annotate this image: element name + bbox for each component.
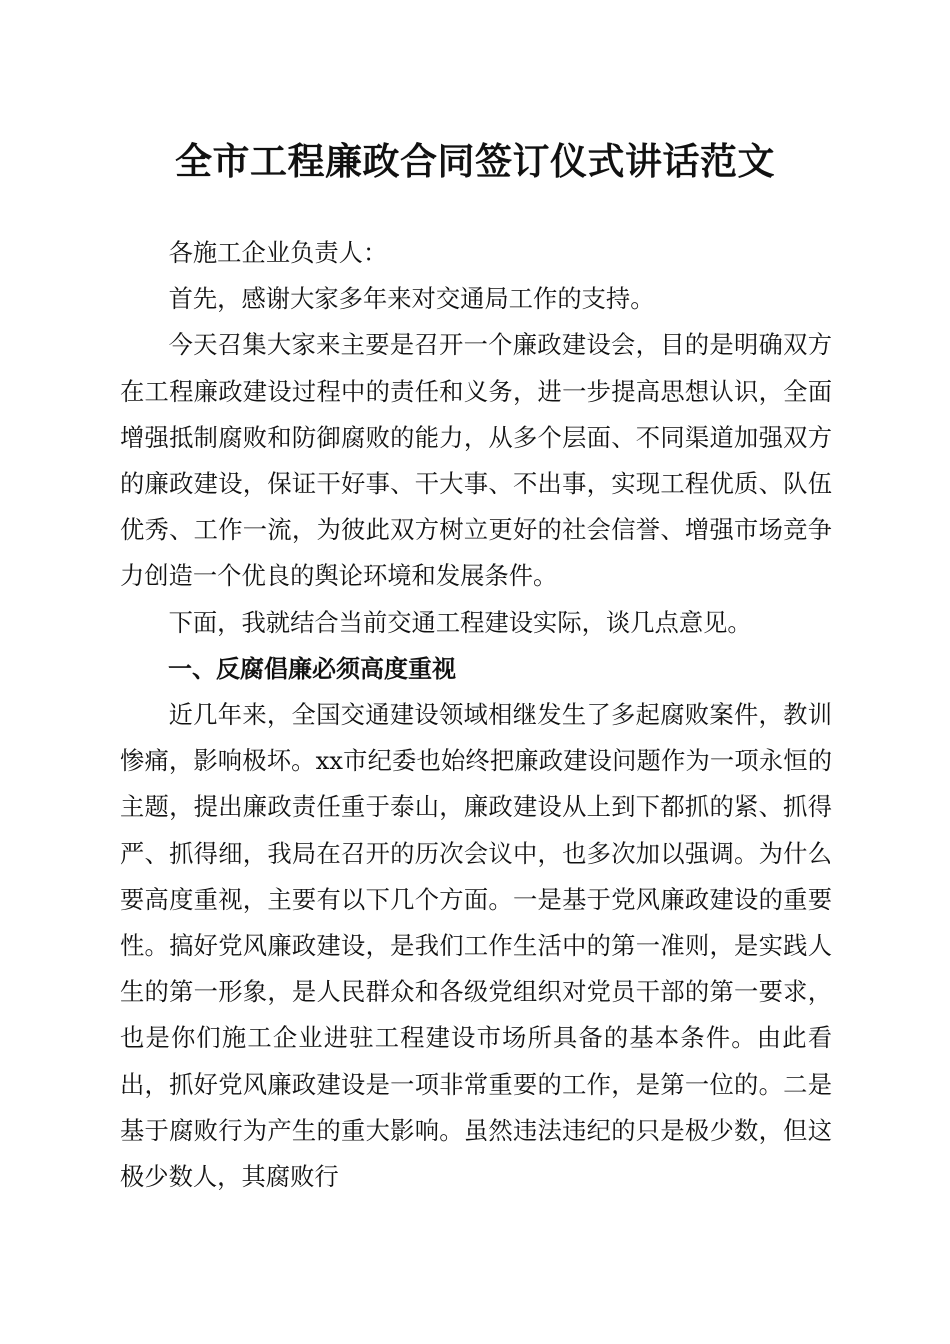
salutation: 各施工企业负责人： xyxy=(168,238,388,267)
paragraph-purpose: 今天召集大家来主要是召开一个廉政建设会，目的是明确双方在工程廉政建设过程中的责任和义务，进一步提高思想认识，全面增强抵制腐败和防御腐败的能力，从多个层面、不同渠道加强双方的廉政建设，保证干好事、干大事、不出事，实现工程优质、队伍优秀、工作一流，为彼此双方树立更好的社会信誉、增强市场竞争力创造一个优良的舆论环境和发展条件。 xyxy=(120,330,832,591)
section-heading-1: 一、反腐倡廉必须高度重视 xyxy=(168,654,456,683)
paragraph-transition: 下面，我就结合当前交通工程建设实际，谈几点意见。 xyxy=(168,607,752,637)
document-body xyxy=(120,230,832,1200)
section-1-paragraph: 近几年来，全国交通建设领域相继发生了多起腐败案件，教训惨痛，影响极坏。xx市纪委也始终把廉政建设问题作为一项永恒的主题，提出廉政责任重于泰山，廉政建设从上到下都抓的紧、抓得严、抓得细，我局在召开的历次会议中，也多次加以强调。为什么要高度重视，主要有以下几个方面。一是基于党风廉政建设的重要性。搞好党风廉政建设，是我们工作生活中的第一准则，是实践人生的第一形象，是人民群众和各级党组织对党员干部的第一要求，也是你们施工企业进驻工程建设市场所具备的基本条件。由此看出，抓好党风廉政建设是一项非常重要的工作，是第一位的。二是基于腐败行为产生的重大影响。虽然违法违纪的只是极少数，但这极少数人，其腐败行 xyxy=(120,700,832,1192)
document-title: 全市工程廉政合同签订仪式讲话范文 xyxy=(175,139,775,183)
paragraph-thanks: 首先，感谢大家多年来对交通局工作的支持。 xyxy=(168,284,655,314)
